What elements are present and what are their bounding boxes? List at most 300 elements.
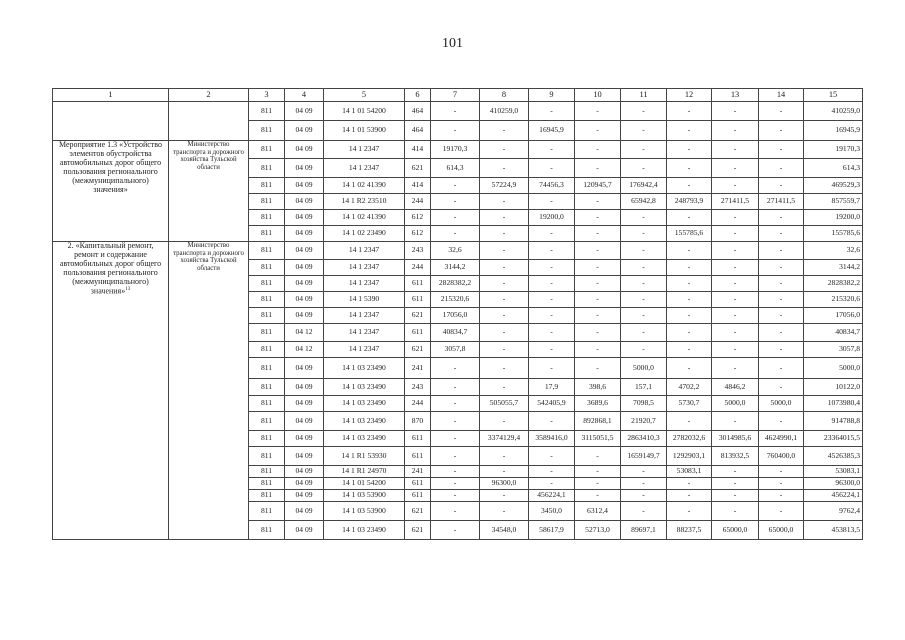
table-cell: 14 1 R2 23510 (324, 194, 405, 210)
table-cell: 271411,5 (712, 194, 759, 210)
table-cell: - (480, 490, 529, 502)
table-cell: 96300,0 (804, 478, 863, 490)
executor-cell (169, 102, 249, 141)
table-cell: 614,3 (431, 159, 480, 178)
table-cell: 811 (249, 502, 285, 521)
table-cell: 04 09 (285, 194, 324, 210)
table-cell: - (759, 159, 804, 178)
table-cell: 811 (249, 178, 285, 194)
table-cell: 04 09 (285, 141, 324, 159)
table-cell: - (621, 260, 667, 276)
table-cell: 52713,0 (575, 521, 621, 540)
table-cell: - (759, 102, 804, 121)
column-header: 7 (431, 89, 480, 102)
table-cell: - (431, 379, 480, 396)
table-cell: 811 (249, 358, 285, 379)
column-header: 13 (712, 89, 759, 102)
table-cell: 65000,0 (759, 521, 804, 540)
table-cell: - (621, 242, 667, 260)
table-cell: - (712, 102, 759, 121)
table-cell: 1292903,1 (667, 447, 712, 466)
footnote-mark: 13 (125, 286, 131, 292)
table-cell: - (667, 210, 712, 226)
table-cell: 243 (405, 242, 431, 260)
table-cell: - (712, 502, 759, 521)
table-cell: - (712, 490, 759, 502)
table-cell: 811 (249, 292, 285, 308)
table-cell: - (480, 226, 529, 242)
table-cell: 14 1 2347 (324, 342, 405, 358)
table-cell: - (667, 121, 712, 141)
table-cell: - (480, 342, 529, 358)
table-cell: - (480, 308, 529, 324)
table-cell: - (759, 342, 804, 358)
table-cell: 14 1 2347 (324, 276, 405, 292)
table-cell: - (575, 478, 621, 490)
table-cell: 398,6 (575, 379, 621, 396)
table-cell: 811 (249, 242, 285, 260)
table-cell: - (667, 502, 712, 521)
table-cell: 58617,9 (529, 521, 575, 540)
table-cell: 621 (405, 502, 431, 521)
table-cell: - (759, 242, 804, 260)
column-header: 5 (324, 89, 405, 102)
table-cell: - (712, 210, 759, 226)
table-cell: - (712, 412, 759, 431)
table-cell: 40834,7 (804, 324, 863, 342)
table-cell: - (480, 141, 529, 159)
column-header: 6 (405, 89, 431, 102)
table-cell: 04 09 (285, 466, 324, 478)
table-cell: - (529, 141, 575, 159)
table-cell: 811 (249, 159, 285, 178)
table-cell: 811 (249, 308, 285, 324)
table-cell: - (621, 121, 667, 141)
table-cell: 14 1 03 23490 (324, 358, 405, 379)
table-cell: 14 1 R1 24970 (324, 466, 405, 478)
table-cell: 542405,9 (529, 396, 575, 412)
column-header: 11 (621, 89, 667, 102)
table-cell: - (621, 102, 667, 121)
activity-text: Мероприятие 1.3 «Устройство элементов обустройства автомобильных дорог общего пользования регионального (межмуниципального) значения» (58, 140, 163, 194)
table-cell: 611 (405, 431, 431, 447)
table-cell: - (759, 260, 804, 276)
table-cell: 5730,7 (667, 396, 712, 412)
table-cell: - (575, 308, 621, 324)
table-cell: - (575, 210, 621, 226)
table-cell: 04 09 (285, 159, 324, 178)
table-cell: - (621, 292, 667, 308)
table-cell: - (431, 447, 480, 466)
table-cell: - (575, 121, 621, 141)
table-cell: - (431, 412, 480, 431)
table-cell: - (621, 308, 667, 324)
page-number: 101 (442, 36, 463, 51)
table-cell: 456224,1 (804, 490, 863, 502)
table-cell: 14 1 01 54200 (324, 102, 405, 121)
table-cell: 1659149,7 (621, 447, 667, 466)
table-cell: 243 (405, 379, 431, 396)
table-cell: - (480, 447, 529, 466)
table-cell: 612 (405, 226, 431, 242)
activity-cell (53, 242, 169, 540)
table-cell: - (431, 226, 480, 242)
table-cell: 456224,1 (529, 490, 575, 502)
table-cell: 2782032,6 (667, 431, 712, 447)
table-cell: 14 1 03 23490 (324, 431, 405, 447)
table-cell: - (712, 242, 759, 260)
table-cell: - (759, 358, 804, 379)
table-cell: 19170,3 (804, 141, 863, 159)
table-cell: 505055,7 (480, 396, 529, 412)
table-cell: 2828382,2 (431, 276, 480, 292)
table-cell: 811 (249, 121, 285, 141)
table-cell: 19200,0 (529, 210, 575, 226)
table-cell: 04 09 (285, 412, 324, 431)
table-cell: 155785,6 (804, 226, 863, 242)
table-cell: 5000,0 (804, 358, 863, 379)
table-cell: 611 (405, 324, 431, 342)
table-cell: 89697,1 (621, 521, 667, 540)
table-cell: - (575, 324, 621, 342)
table-cell: 3115051,5 (575, 431, 621, 447)
table-cell: - (667, 324, 712, 342)
table-cell: 04 09 (285, 431, 324, 447)
table-cell: - (667, 412, 712, 431)
table-cell: - (431, 194, 480, 210)
table-cell: - (480, 159, 529, 178)
table-cell: 19200,0 (804, 210, 863, 226)
table-cell: 4702,2 (667, 379, 712, 396)
table-cell: - (431, 490, 480, 502)
table-cell: - (575, 242, 621, 260)
table-cell: 811 (249, 260, 285, 276)
table-cell: 414 (405, 141, 431, 159)
table-cell: - (667, 159, 712, 178)
table-cell: - (529, 308, 575, 324)
table-cell: - (667, 276, 712, 292)
table-cell: 215320,6 (804, 292, 863, 308)
table-cell: - (667, 342, 712, 358)
column-header: 10 (575, 89, 621, 102)
table-cell: 14 1 03 23490 (324, 521, 405, 540)
table-cell: - (529, 478, 575, 490)
table-cell: - (621, 478, 667, 490)
table-cell: 811 (249, 447, 285, 466)
table-cell: - (529, 466, 575, 478)
table-cell: - (621, 210, 667, 226)
table-cell: 176942,4 (621, 178, 667, 194)
table-cell: 04 09 (285, 521, 324, 540)
table-cell: - (480, 324, 529, 342)
table-cell: 10122,0 (804, 379, 863, 396)
column-header: 8 (480, 89, 529, 102)
table-cell: - (529, 412, 575, 431)
budget-table (52, 88, 863, 540)
table-cell: 04 09 (285, 102, 324, 121)
table-cell: 53083,1 (667, 466, 712, 478)
table-row (53, 141, 863, 159)
table-cell: - (712, 324, 759, 342)
table-cell: 3450,0 (529, 502, 575, 521)
table-cell: - (667, 358, 712, 379)
table-cell: 9762,4 (804, 502, 863, 521)
table-cell: - (529, 242, 575, 260)
table-cell: 4846,2 (712, 379, 759, 396)
table-cell: 811 (249, 324, 285, 342)
table-cell: - (621, 159, 667, 178)
table-cell: - (621, 466, 667, 478)
column-header: 9 (529, 89, 575, 102)
table-cell: 892868,1 (575, 412, 621, 431)
table-cell: - (480, 412, 529, 431)
table-cell: 611 (405, 447, 431, 466)
table-cell: 811 (249, 342, 285, 358)
table-cell: - (712, 466, 759, 478)
table-cell: 04 09 (285, 478, 324, 490)
table-cell: 811 (249, 412, 285, 431)
table-cell: - (621, 141, 667, 159)
table-cell: 53083,1 (804, 466, 863, 478)
table-cell: - (759, 379, 804, 396)
activity-text: 2. «Капитальный ремонт, ремонт и содержание автомобильных дорог общего пользования регионального (межмуниципального) значения» (59, 241, 162, 296)
table-cell: 04 12 (285, 324, 324, 342)
table-cell: 21920,7 (621, 412, 667, 431)
table-cell: - (575, 159, 621, 178)
table-cell: 811 (249, 102, 285, 121)
table-cell: 2863410,3 (621, 431, 667, 447)
table-cell: - (575, 141, 621, 159)
table-cell: 04 12 (285, 342, 324, 358)
table-cell: 215320,6 (431, 292, 480, 308)
table-cell: - (621, 276, 667, 292)
table-cell: 611 (405, 276, 431, 292)
table-cell: 3374129,4 (480, 431, 529, 447)
table-cell: - (759, 412, 804, 431)
table-cell: 04 09 (285, 260, 324, 276)
table-cell: 04 09 (285, 210, 324, 226)
table-cell: 3144,2 (804, 260, 863, 276)
table-cell: 65942,8 (621, 194, 667, 210)
table-cell: - (712, 226, 759, 242)
table-cell: - (575, 342, 621, 358)
table-cell: 811 (249, 521, 285, 540)
table-cell: - (575, 226, 621, 242)
table-cell: - (480, 210, 529, 226)
table-cell: 155785,6 (667, 226, 712, 242)
table-cell: 811 (249, 194, 285, 210)
table-cell: 14 1 03 23490 (324, 412, 405, 431)
table-cell: - (621, 226, 667, 242)
table-cell: - (529, 260, 575, 276)
table-cell: 14 1 03 23490 (324, 396, 405, 412)
table-cell: 14 1 01 53900 (324, 121, 405, 141)
table-cell: - (759, 292, 804, 308)
table-cell: - (759, 324, 804, 342)
table-cell: - (575, 292, 621, 308)
table-cell: 14 1 2347 (324, 159, 405, 178)
table-cell: - (759, 226, 804, 242)
table-cell: 241 (405, 466, 431, 478)
column-header: 3 (249, 89, 285, 102)
table-cell: - (759, 308, 804, 324)
table-cell: - (712, 308, 759, 324)
table-cell: 34548,0 (480, 521, 529, 540)
table-cell: 04 09 (285, 379, 324, 396)
table-cell: 414 (405, 178, 431, 194)
table-cell: 621 (405, 342, 431, 358)
table-cell: - (480, 358, 529, 379)
table-cell: 410259,0 (804, 102, 863, 121)
table-cell: - (431, 478, 480, 490)
table-cell: 611 (405, 490, 431, 502)
table-cell: - (431, 358, 480, 379)
table-cell: - (575, 447, 621, 466)
table-cell: 40834,7 (431, 324, 480, 342)
table-cell: 453813,5 (804, 521, 863, 540)
table-cell: 760400,0 (759, 447, 804, 466)
table-cell: 3589416,0 (529, 431, 575, 447)
table-cell: 74456,3 (529, 178, 575, 194)
table-cell: - (480, 276, 529, 292)
table-cell: 811 (249, 210, 285, 226)
table-cell: 811 (249, 431, 285, 447)
table-cell: 14 1 02 41390 (324, 210, 405, 226)
table-cell: - (529, 358, 575, 379)
table-cell: - (431, 521, 480, 540)
table-cell: 3014985,6 (712, 431, 759, 447)
table-cell: 244 (405, 260, 431, 276)
table-cell: 811 (249, 490, 285, 502)
table-cell: - (575, 102, 621, 121)
table-cell: 19170,3 (431, 141, 480, 159)
table-cell: 04 09 (285, 242, 324, 260)
table-cell: - (759, 210, 804, 226)
table-cell: 14 1 02 41390 (324, 178, 405, 194)
table-cell: - (575, 276, 621, 292)
table-cell: - (431, 121, 480, 141)
table-cell: - (621, 502, 667, 521)
table-cell: - (712, 121, 759, 141)
table-cell: 611 (405, 292, 431, 308)
table-cell: 14 1 2347 (324, 141, 405, 159)
table-cell: - (575, 194, 621, 210)
table-cell: - (431, 102, 480, 121)
table-cell: 241 (405, 358, 431, 379)
table-cell: - (667, 292, 712, 308)
table-cell: 04 09 (285, 447, 324, 466)
table-cell: 23364015,5 (804, 431, 863, 447)
table-cell: - (431, 178, 480, 194)
table-cell: - (621, 342, 667, 358)
table-cell: 244 (405, 194, 431, 210)
table-cell: - (759, 276, 804, 292)
table-cell: - (759, 478, 804, 490)
table-cell: 469529,3 (804, 178, 863, 194)
table-cell: 04 09 (285, 121, 324, 141)
table-cell: 14 1 2347 (324, 260, 405, 276)
table-cell: 621 (405, 159, 431, 178)
table-cell: - (712, 358, 759, 379)
table-cell: 811 (249, 396, 285, 412)
table-cell: 244 (405, 396, 431, 412)
table-cell: 57224,9 (480, 178, 529, 194)
table-cell: 3144,2 (431, 260, 480, 276)
table-cell: 271411,5 (759, 194, 804, 210)
table-cell: - (529, 102, 575, 121)
table-cell: 410259,0 (480, 102, 529, 121)
table-cell: 04 09 (285, 358, 324, 379)
table-cell: - (667, 490, 712, 502)
table-cell: 14 1 2347 (324, 308, 405, 324)
table-cell: 614,3 (804, 159, 863, 178)
table-row (53, 242, 863, 260)
table-cell: - (621, 490, 667, 502)
table-cell: - (712, 292, 759, 308)
table-cell: 04 09 (285, 292, 324, 308)
table-cell: - (480, 194, 529, 210)
table-cell: - (667, 141, 712, 159)
table-cell: 14 1 03 53900 (324, 490, 405, 502)
column-header: 4 (285, 89, 324, 102)
table-cell: - (431, 466, 480, 478)
table-cell: 1073980,4 (804, 396, 863, 412)
table-cell: 621 (405, 521, 431, 540)
table-cell: - (480, 292, 529, 308)
table-cell: - (621, 324, 667, 342)
table-cell: 4624990,1 (759, 431, 804, 447)
table-cell: - (712, 276, 759, 292)
table-cell: 6312,4 (575, 502, 621, 521)
table-cell: 14 1 2347 (324, 242, 405, 260)
header-row (53, 89, 863, 102)
table-cell: 17056,0 (804, 308, 863, 324)
table-cell: 96300,0 (480, 478, 529, 490)
table-cell: - (480, 260, 529, 276)
table-cell: 32,6 (804, 242, 863, 260)
table-cell: - (667, 478, 712, 490)
table-row (53, 102, 863, 121)
table-cell: 04 09 (285, 502, 324, 521)
column-header: 15 (804, 89, 863, 102)
table-cell: 120945,7 (575, 178, 621, 194)
table-cell: 464 (405, 102, 431, 121)
table-cell: - (712, 178, 759, 194)
table-cell: 611 (405, 478, 431, 490)
table-cell: - (712, 342, 759, 358)
table-cell: - (759, 502, 804, 521)
table-cell: - (667, 242, 712, 260)
table-cell: - (759, 121, 804, 141)
table-cell: - (529, 292, 575, 308)
table-cell: 17056,0 (431, 308, 480, 324)
column-header: 1 (53, 89, 169, 102)
table-cell: 248793,9 (667, 194, 712, 210)
column-header: 12 (667, 89, 712, 102)
table-cell: 813932,5 (712, 447, 759, 466)
table-cell: 857559,7 (804, 194, 863, 210)
table-cell: - (529, 447, 575, 466)
table-cell: 3057,8 (431, 342, 480, 358)
table-cell: - (529, 226, 575, 242)
table-cell: 4526385,3 (804, 447, 863, 466)
table-cell: 14 1 02 23490 (324, 226, 405, 242)
table-cell: - (575, 260, 621, 276)
table-cell: - (667, 178, 712, 194)
table-cell: 14 1 5390 (324, 292, 405, 308)
table-cell: 5000,0 (712, 396, 759, 412)
table-cell: 7098,5 (621, 396, 667, 412)
